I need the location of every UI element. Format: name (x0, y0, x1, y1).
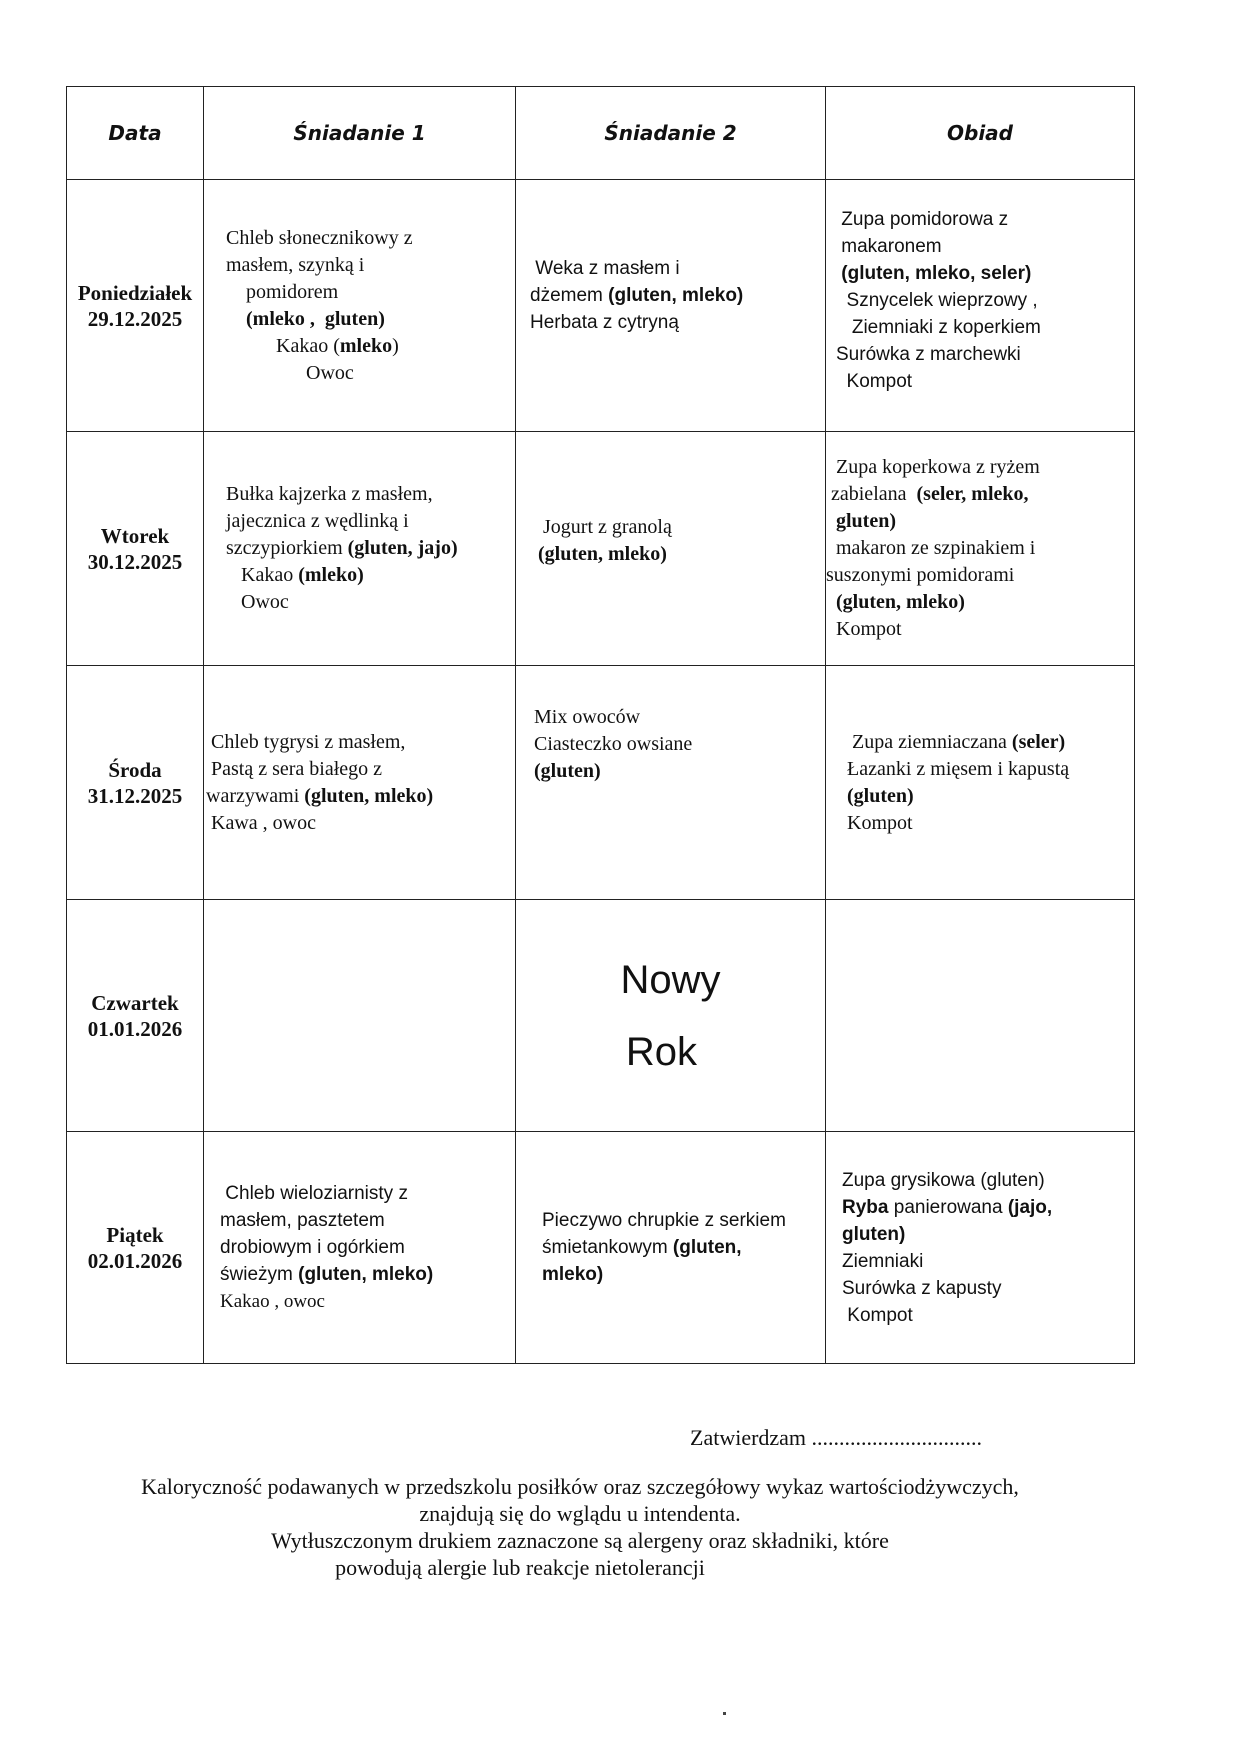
meal-line (826, 481, 1124, 508)
allergen-note (60, 1473, 1100, 1581)
meal-segment: Ziemniaki z koperkiem (836, 317, 1041, 338)
meal-segment: Łazanki z mięsem i kapustą (842, 757, 1070, 780)
day-date: 02.01.2026 (87, 1248, 183, 1273)
allergen-text: mleko) (542, 1264, 604, 1285)
day-cell (67, 180, 204, 432)
day-name: Piątek (106, 1222, 164, 1247)
meal-segment: Zupa ziemniaczana (842, 730, 1012, 753)
meal-text (826, 206, 1134, 395)
meal-segment: Kawa , owoc (206, 811, 316, 834)
lunch-cell (826, 432, 1135, 666)
day-name: Środa (108, 757, 162, 782)
day-date: 31.12.2025 (87, 783, 183, 808)
meal-segment: Pastą z sera białego z (206, 757, 383, 780)
meal-segment: makaronem (836, 236, 942, 257)
meal-text (826, 729, 1134, 837)
meal-line (842, 1275, 1124, 1302)
meal-segment: Weka z masłem i (530, 258, 680, 279)
meal-line (220, 1261, 505, 1288)
day-cell (67, 1132, 204, 1364)
meal-text (516, 255, 825, 336)
meal-line (226, 252, 505, 279)
meal-text (204, 729, 515, 837)
meal-line (538, 514, 815, 541)
allergen-text: (gluten, mleko) (304, 784, 434, 807)
meal-segment: Owoc (226, 361, 354, 384)
lunch-cell (826, 900, 1135, 1132)
note-line: Kaloryczność podawanych w przedszkolu posiłków oraz szczegółowy wykaz wartościodżywczych, (141, 1474, 1019, 1499)
meal-segment: Chleb tygrysi z masłem, (206, 730, 406, 753)
header-breakfast-1: Śniadanie 1 (204, 87, 516, 180)
meal-segment: zabielana (826, 483, 917, 505)
meal-segment: Mix owoców (534, 706, 641, 728)
header-date: Data (67, 87, 204, 180)
meal-segment: Kakao ( (226, 334, 340, 357)
allergen-text: (seler, mleko, (916, 483, 1029, 505)
meal-text (204, 225, 515, 387)
meal-line (842, 1194, 1124, 1221)
breakfast-1-cell (204, 1132, 516, 1364)
meal-line (842, 1248, 1124, 1275)
allergen-text: (gluten, mleko, seler) (836, 263, 1032, 284)
meal-line (826, 454, 1124, 481)
meal-segment: Jogurt z granolą (538, 515, 672, 538)
meal-segment: Owoc (226, 591, 289, 613)
meal-line (530, 255, 815, 282)
meal-line (836, 287, 1124, 314)
meal-segment: ) (392, 334, 399, 357)
header-lunch: Obiad (826, 87, 1135, 180)
holiday-cell (516, 900, 826, 1132)
meal-segment: Chleb wieloziarnisty z (220, 1183, 408, 1204)
breakfast-1-cell (204, 666, 516, 900)
meal-line (226, 279, 505, 306)
meal-segment: Surówka z marchewki (836, 344, 1021, 365)
meal-line (226, 481, 505, 508)
breakfast-1-cell (204, 180, 516, 432)
table-row (67, 900, 1135, 1132)
allergen-text: Ryba (842, 1196, 889, 1218)
meal-segment: Kompot (826, 618, 902, 640)
allergen-text: (gluten, mleko) (826, 591, 965, 613)
meal-segment: masłem, szynką i (226, 253, 365, 276)
allergen-text: (mleko) (298, 564, 364, 586)
allergen-text: (gluten) (534, 760, 601, 782)
meal-line (542, 1261, 815, 1288)
meal-line (534, 704, 815, 731)
meal-line (226, 225, 505, 252)
meal-line (226, 589, 505, 616)
menu-table (66, 86, 1135, 1364)
note-line: powodują alergie lub reakcje nietolerancji (335, 1555, 705, 1580)
meal-line (206, 783, 505, 810)
breakfast-2-cell (516, 180, 826, 432)
meal-line (836, 260, 1124, 287)
day-name: Czwartek (91, 990, 179, 1015)
day-date: 29.12.2025 (87, 306, 183, 331)
meal-line (826, 508, 1124, 535)
holiday-line: Nowy (620, 957, 721, 1002)
meal-segment: Zupa pomidorowa z (836, 209, 1009, 230)
allergen-text: gluten) (842, 1223, 906, 1245)
meal-line (542, 1207, 815, 1234)
day-cell (67, 900, 204, 1132)
meal-line (534, 758, 815, 785)
meal-line (842, 810, 1124, 837)
meal-segment: Sznycelek wieprzowy , (836, 290, 1038, 311)
meal-text (516, 1207, 825, 1288)
allergen-text: (gluten, jajo) (347, 537, 458, 559)
allergen-text: (mleko , gluten) (226, 307, 385, 330)
meal-segment: Ciasteczko owsiane (534, 733, 693, 755)
meal-text (826, 1167, 1134, 1329)
breakfast-2-cell (516, 432, 826, 666)
breakfast-1-cell (204, 432, 516, 666)
meal-segment: Kompot (842, 811, 913, 834)
meal-line (842, 1302, 1124, 1329)
meal-segment: świeżym (220, 1264, 299, 1285)
allergen-text: (gluten, (672, 1237, 742, 1258)
table-row (67, 1132, 1135, 1364)
breakfast-2-cell (516, 666, 826, 900)
meal-line (826, 535, 1124, 562)
meal-segment: Pieczywo chrupkie z serkiem (542, 1210, 786, 1231)
meal-text (204, 1180, 515, 1315)
meal-segment: Ziemniaki (842, 1250, 924, 1272)
holiday-line: Rok (625, 1029, 698, 1074)
meal-segment: Chleb słonecznikowy z (226, 226, 413, 249)
meal-segment: Herbata z cytryną (530, 312, 679, 333)
meal-line (530, 309, 815, 336)
header-row (67, 87, 1135, 180)
meal-segment: Kompot (842, 1304, 913, 1326)
header-breakfast-2: Śniadanie 2 (516, 87, 826, 180)
meal-line (226, 508, 505, 535)
allergen-text: mleko (339, 334, 393, 357)
meal-segment: masłem, pasztetem (220, 1210, 385, 1231)
meal-text (826, 454, 1134, 643)
table-row (67, 432, 1135, 666)
meal-line (206, 756, 505, 783)
day-cell (67, 666, 204, 900)
meal-segment: Zupa koperkowa z ryżem (826, 456, 1040, 478)
scan-speck (723, 1712, 726, 1715)
meal-line (836, 341, 1124, 368)
breakfast-1-cell (204, 900, 516, 1132)
table-row (67, 666, 1135, 900)
allergen-text: (gluten, mleko) (538, 542, 667, 565)
meal-line (842, 729, 1124, 756)
meal-line (226, 562, 505, 589)
meal-line (826, 589, 1124, 616)
meal-line (842, 756, 1124, 783)
allergen-text: (jajo, (1007, 1196, 1053, 1218)
meal-line (842, 1221, 1124, 1248)
allergen-text: (seler) (1011, 730, 1066, 753)
meal-line (836, 314, 1124, 341)
meal-segment: śmietankowym (542, 1237, 673, 1258)
note-line: Wytłuszczonym drukiem zaznaczone są alergeny oraz składniki, które (271, 1528, 889, 1553)
day-date: 01.01.2026 (87, 1016, 183, 1041)
meal-line (538, 541, 815, 568)
lunch-cell (826, 666, 1135, 900)
day-cell (67, 432, 204, 666)
day-date: 30.12.2025 (87, 549, 183, 574)
table-row (67, 180, 1135, 432)
meal-line (220, 1234, 505, 1261)
allergen-text: (gluten) (842, 784, 914, 807)
lunch-cell (826, 180, 1135, 432)
meal-segment: Bułka kajzerka z masłem, (226, 483, 433, 505)
meal-segment: makaron ze szpinakiem i (826, 537, 1036, 559)
meal-line (842, 783, 1124, 810)
meal-line (226, 306, 505, 333)
meal-line (220, 1180, 505, 1207)
meal-line (206, 729, 505, 756)
meal-line (206, 810, 505, 837)
lunch-cell (826, 1132, 1135, 1364)
meal-line (542, 1234, 815, 1261)
meal-line (534, 731, 815, 758)
meal-line (826, 562, 1124, 589)
meal-segment: warzywami (206, 784, 305, 807)
meal-line (226, 535, 505, 562)
approval-signature-line: Zatwierdzam ............................... (690, 1425, 983, 1450)
breakfast-2-cell (516, 1132, 826, 1364)
meal-segment: Surówka z kapusty (842, 1277, 1002, 1299)
meal-text (204, 481, 515, 616)
allergen-text: (gluten, mleko) (608, 285, 744, 306)
meal-segment: jajecznica z wędlinką i (226, 510, 409, 532)
allergen-text: gluten) (826, 510, 896, 532)
day-name: Wtorek (100, 523, 170, 548)
meal-line (836, 233, 1124, 260)
meal-segment: pomidorem (226, 280, 339, 303)
meal-line (826, 616, 1124, 643)
meal-segment: Kakao , owoc (220, 1291, 325, 1312)
meal-line (836, 368, 1124, 395)
day-name: Poniedziałek (77, 280, 193, 305)
meal-line (220, 1288, 505, 1315)
meal-line (220, 1207, 505, 1234)
meal-segment: dżemem (530, 285, 609, 306)
meal-line (530, 282, 815, 309)
meal-text (516, 704, 825, 785)
meal-segment: Kakao (226, 564, 299, 586)
meal-segment: szczypiorkiem (226, 537, 348, 559)
allergen-text: (gluten, mleko) (298, 1264, 434, 1285)
meal-line (842, 1167, 1124, 1194)
meal-segment: panierowana (888, 1196, 1008, 1218)
meal-segment: Kompot (836, 371, 913, 392)
meal-segment: drobiowym i ogórkiem (220, 1237, 405, 1258)
meal-line (226, 360, 505, 387)
meal-line (836, 206, 1124, 233)
meal-segment: Zupa grysikowa (gluten) (842, 1169, 1045, 1191)
meal-line (226, 333, 505, 360)
meal-text (516, 514, 825, 568)
note-line: znajdują się do wglądu u intendenta. (419, 1501, 741, 1526)
meal-segment: suszonymi pomidorami (826, 564, 1015, 586)
